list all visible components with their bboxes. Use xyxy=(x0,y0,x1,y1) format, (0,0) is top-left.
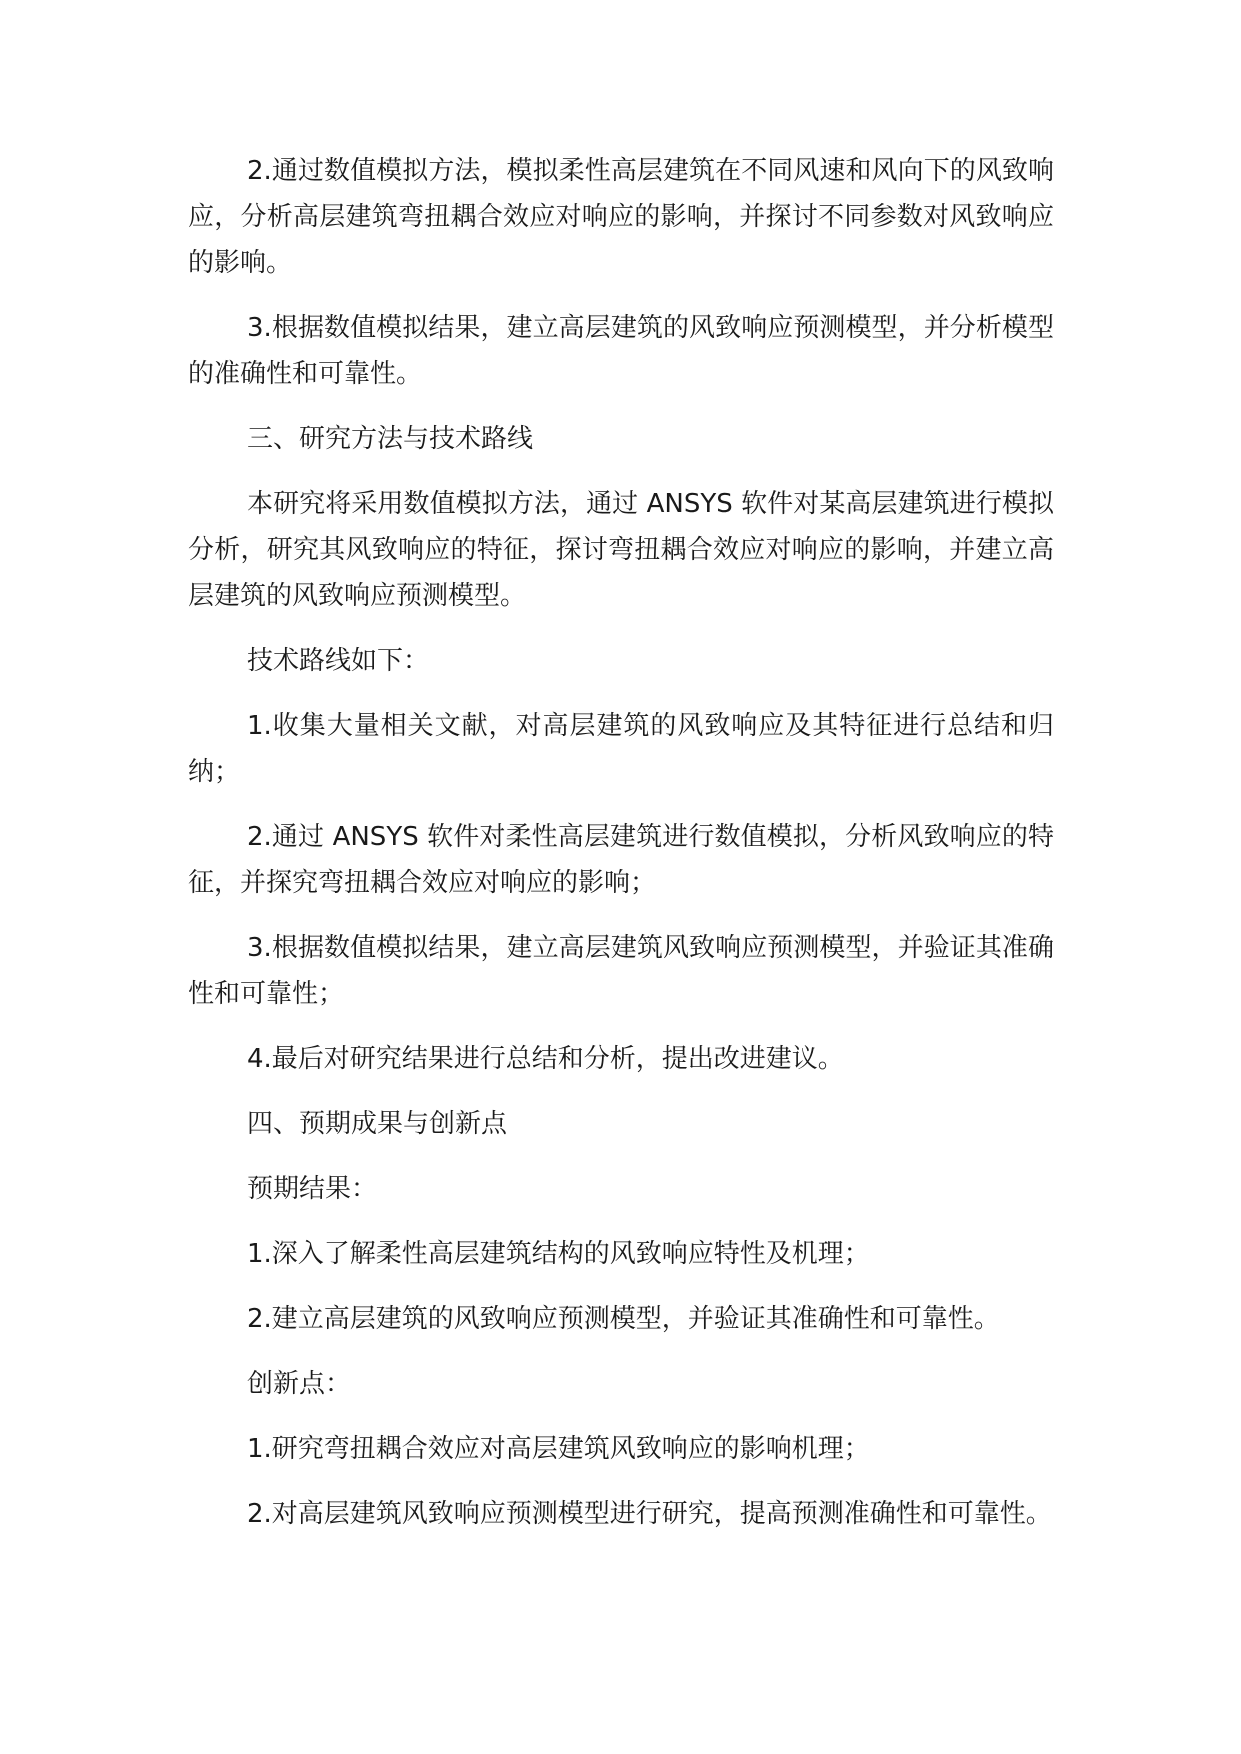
paragraph-innovation-1: 1.研究弯扭耦合效应对高层建筑风致响应的影响机理； xyxy=(247,1434,870,1464)
paragraph-route-1: 1.收集大量相关文献，对高层建筑的风致响应及其特征进行总结和归纳； xyxy=(188,711,1054,787)
paragraph-route-4: 4.最后对研究结果进行总结和分析，提出改进建议。 xyxy=(247,1044,844,1074)
paragraph-expected-label: 预期结果： xyxy=(247,1174,378,1204)
document-body xyxy=(188,148,1054,1556)
section-heading-methods: 三、研究方法与技术路线 xyxy=(247,424,534,454)
paragraph-route-label: 技术路线如下： xyxy=(247,646,430,676)
paragraph-objective-2: 2.通过数值模拟方法，模拟柔性高层建筑在不同风速和风向下的风致响应，分析高层建筑弯扭耦合效应对响应的影响，并探讨不同参数对风致响应的影响。 xyxy=(188,156,1054,278)
paragraph-expected-1: 1.深入了解柔性高层建筑结构的风致响应特性及机理； xyxy=(247,1239,870,1269)
paragraph-route-3: 3.根据数值模拟结果，建立高层建筑风致响应预测模型，并验证其准确性和可靠性； xyxy=(188,933,1054,1009)
section-heading-outcomes: 四、预期成果与创新点 xyxy=(247,1109,508,1139)
paragraph-route-2: 2.通过 ANSYS 软件对柔性高层建筑进行数值模拟，分析风致响应的特征，并探究弯扭耦合效应对响应的影响； xyxy=(188,822,1054,898)
paragraph-objective-3: 3.根据数值模拟结果，建立高层建筑的风致响应预测模型，并分析模型的准确性和可靠性。 xyxy=(188,313,1054,389)
paragraph-expected-2: 2.建立高层建筑的风致响应预测模型，并验证其准确性和可靠性。 xyxy=(247,1304,1000,1334)
paragraph-innovation-label: 创新点： xyxy=(247,1369,352,1399)
paragraph-methods-intro: 本研究将采用数值模拟方法，通过 ANSYS 软件对某高层建筑进行模拟分析，研究其风致响应的特征，探讨弯扭耦合效应对响应的影响，并建立高层建筑的风致响应预测模型。 xyxy=(188,489,1054,611)
paragraph-innovation-2: 2.对高层建筑风致响应预测模型进行研究，提高预测准确性和可靠性。 xyxy=(247,1499,1052,1529)
